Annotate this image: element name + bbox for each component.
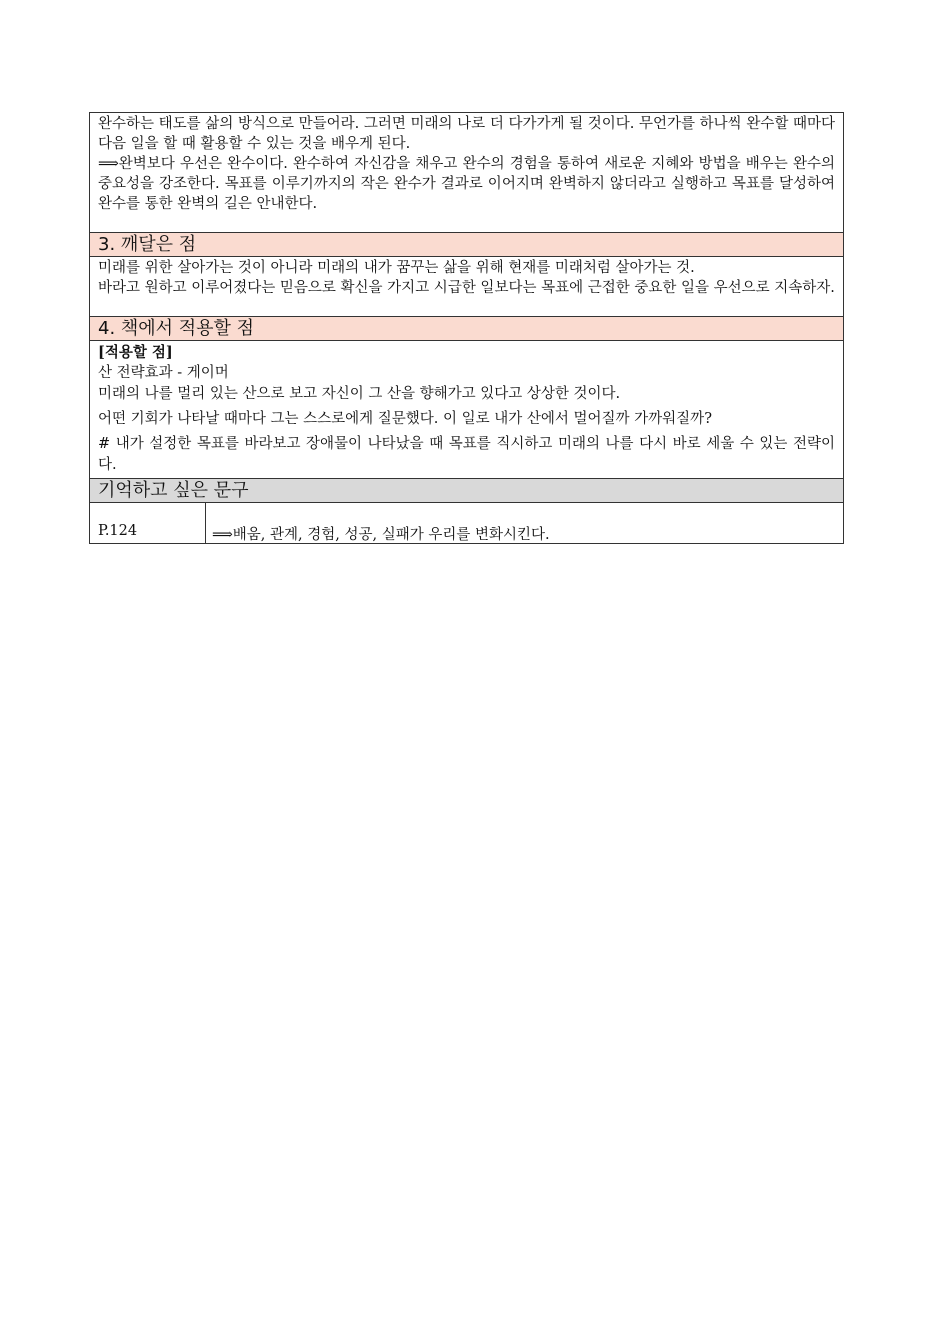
section-3-body	[90, 257, 843, 317]
quotes-header: 기억하고 싶은 문구	[90, 479, 843, 503]
section-4-paragraph-2: 어떤 기회가 나타날 때마다 그는 스스로에게 질문했다. 이 일로 내가 산에서 멀어질까 가까워질까?	[98, 411, 712, 427]
section-3-header: 3. 깨달은 점	[90, 233, 843, 257]
book-report-table	[89, 112, 844, 544]
section-2-paragraph-2: ⟹완벽보다 우선은 완수이다. 완수하여 자신감을 채우고 완수의 경험을 통하여 새로운 지혜와 방법을 배우는 완수의 중요성을 강조한다. 목표를 이루기까지의 작은 완수가 결과로 이어지며 완벽하지 않더라고 실행하고 목표를 달성하여 완수를 통한 완벽의 길은 안내한다.	[98, 156, 835, 212]
section-3-paragraph-1: 미래를 위한 살아가는 것이 아니라 미래의 내가 꿈꾸는 삶을 위해 현재를 미래처럼 살아가는 것.	[98, 260, 695, 276]
section-2-paragraph-1: 완수하는 태도를 삶의 방식으로 만들어라. 그러면 미래의 나로 더 다가가게 될 것이다. 무언가를 하나씩 완수할 때마다 다음 일을 할 때 활용할 수 있는 것을 배우게 된다.	[98, 116, 835, 152]
section-4-body	[90, 341, 843, 479]
section-4-paragraph-3: # 내가 설정한 목표를 바라보고 장애물이 나타났을 때 목표를 직시하고 미래의 나를 다시 바로 세울 수 있는 전략이다.	[98, 436, 835, 473]
section-2-body	[90, 113, 843, 233]
quote-page-number: P.124	[90, 503, 206, 543]
section-4-paragraph-1: 미래의 나를 멀리 있는 산으로 보고 자신이 그 산을 향해가고 있다고 상상한 것이다.	[98, 386, 621, 402]
quote-row	[90, 503, 843, 544]
section-4-header: 4. 책에서 적용할 점	[90, 317, 843, 341]
apply-label: [적용할 점]	[98, 344, 173, 361]
quote-text: ⟹배움, 관계, 경험, 성공, 실패가 우리를 변화시킨다.	[212, 527, 550, 543]
apply-subtitle: 산 전략효과 - 게이머	[98, 365, 229, 381]
section-3-paragraph-2: 바라고 원하고 이루어졌다는 믿음으로 확신을 가지고 시급한 일보다는 목표에 근접한 중요한 일을 우선으로 지속하자.	[98, 280, 835, 296]
